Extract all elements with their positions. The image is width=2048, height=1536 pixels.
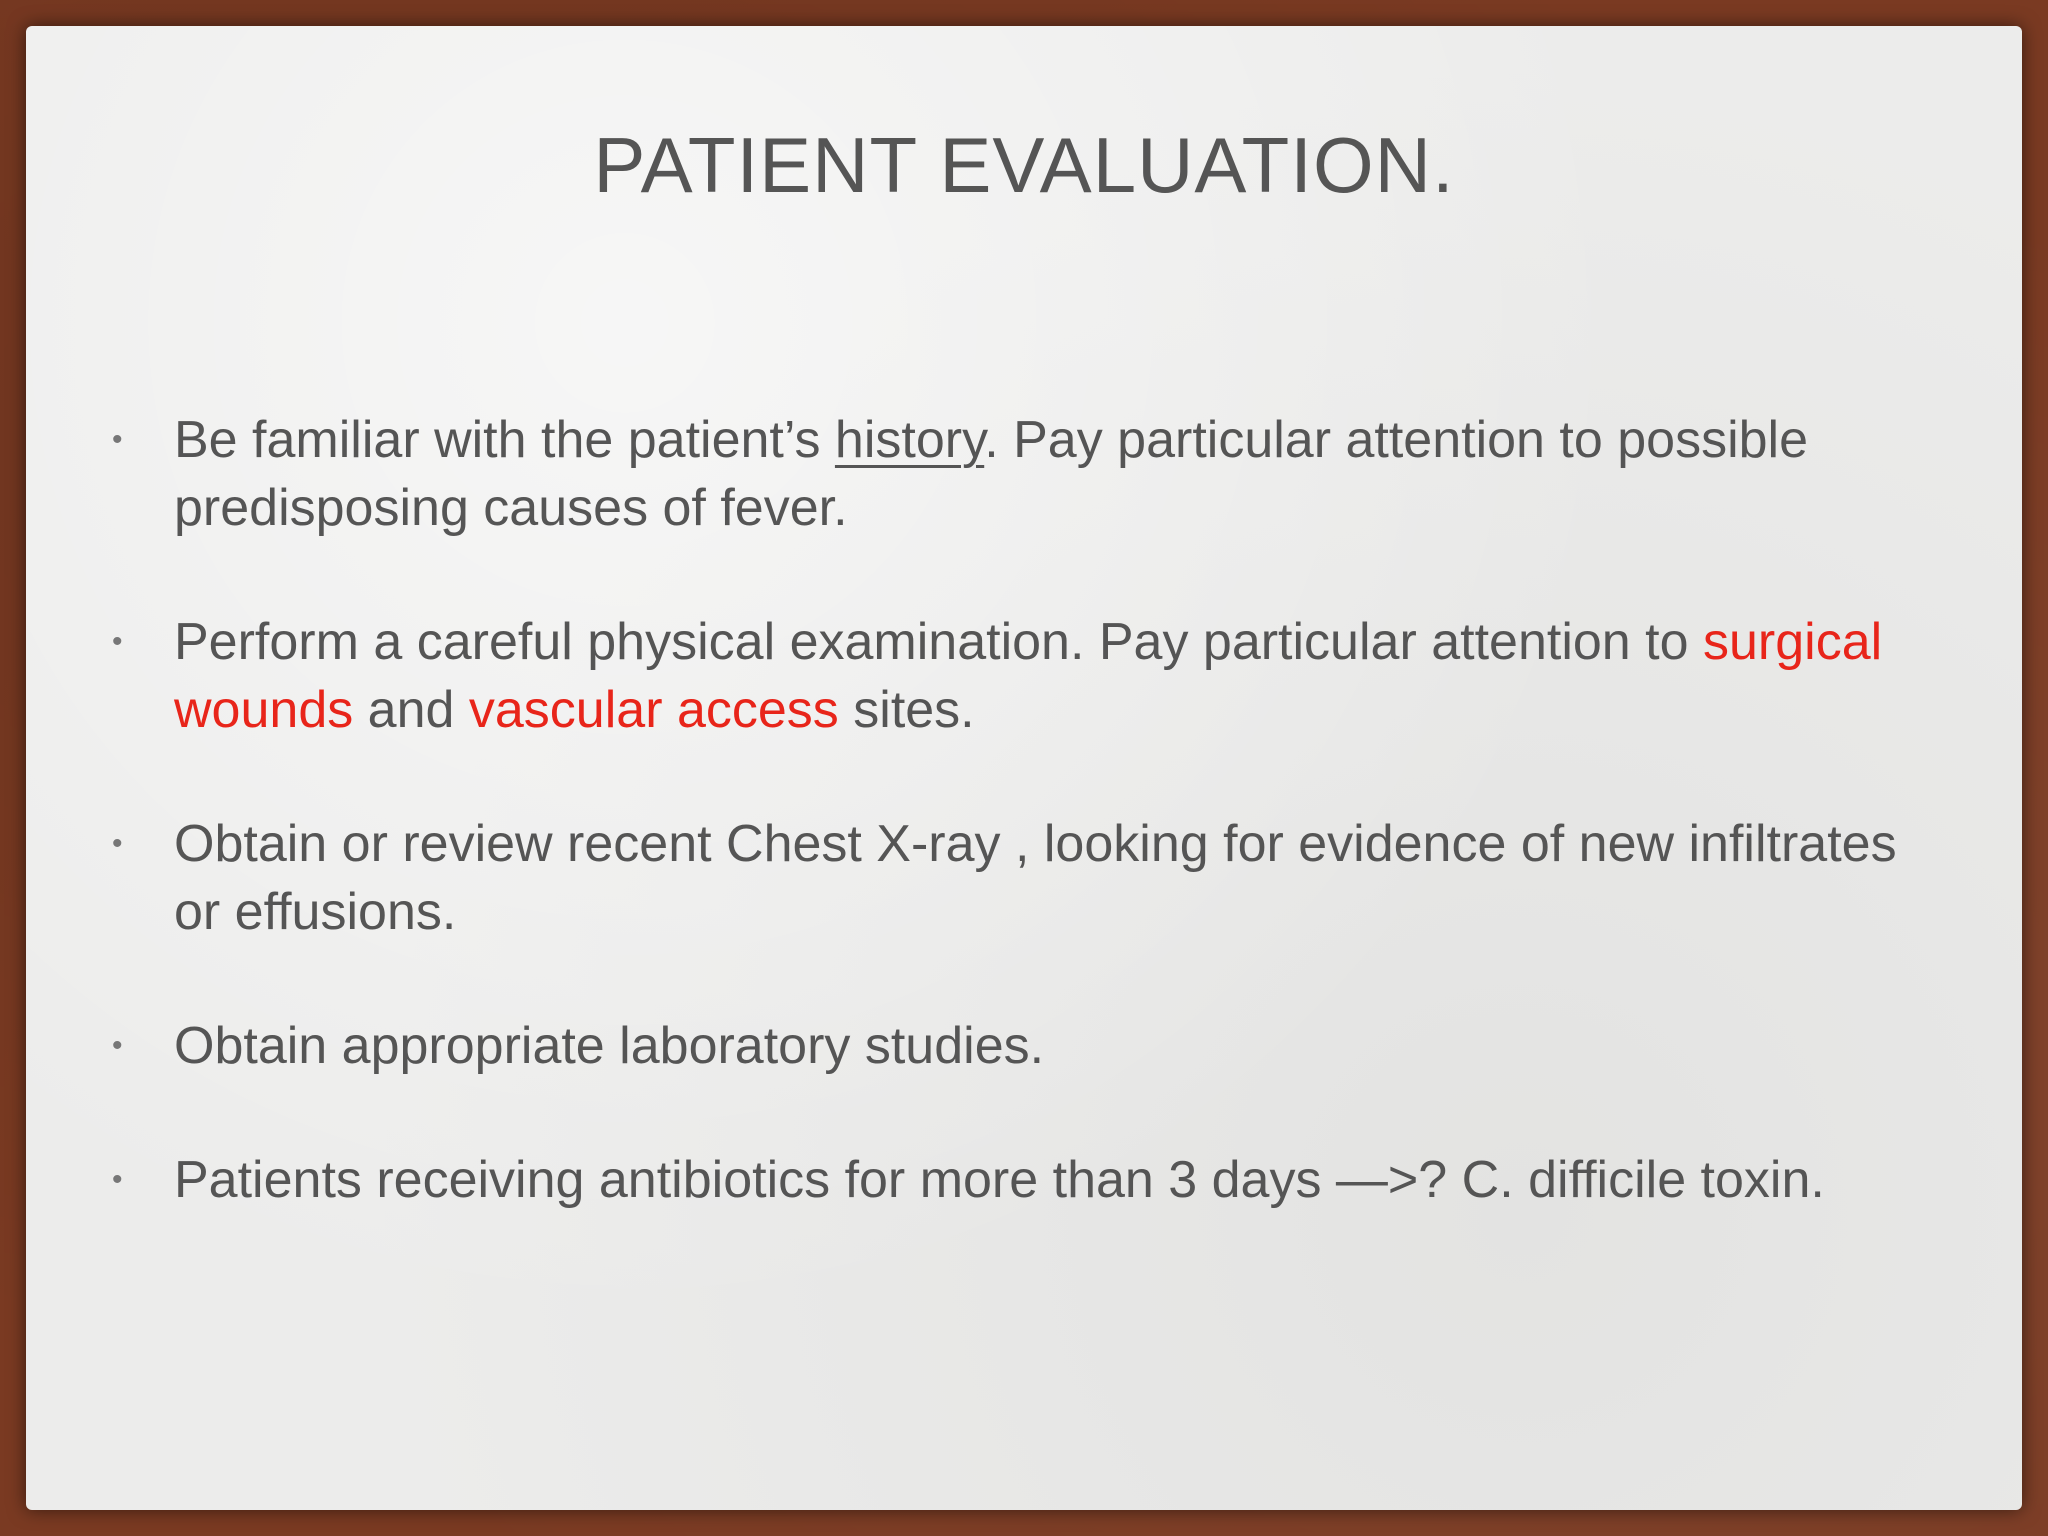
bullet-item-history bbox=[26, 406, 2022, 542]
bullet-icon: • bbox=[112, 1163, 123, 1196]
bullet-item-chest-xray bbox=[26, 810, 2022, 946]
bullet-text: Obtain appropriate laboratory studies. bbox=[174, 1017, 1045, 1075]
bullet-item-lab-studies bbox=[26, 1012, 2022, 1080]
bullet-icon: • bbox=[112, 625, 123, 658]
slide-title: PATIENT EVALUATION. bbox=[593, 121, 1455, 209]
bullet-text: . Pay particular attention to possible predisposing causes of fever. bbox=[174, 411, 1809, 537]
bullet-icon: • bbox=[112, 423, 123, 456]
bullet-text: Obtain or review recent Chest X-ray , looking for evidence of new infiltrates or effusions. bbox=[174, 815, 1897, 941]
bullet-item-physical-exam bbox=[26, 608, 2022, 744]
bullet-list bbox=[26, 406, 2022, 1280]
bullet-item-antibiotics bbox=[26, 1146, 2022, 1214]
bullet-icon: • bbox=[112, 827, 123, 860]
highlight-vascular-access: vascular access bbox=[468, 681, 839, 739]
bullet-text: Be familiar with the patient’s bbox=[174, 411, 835, 469]
highlight-surgical-wounds: surgical wounds bbox=[174, 613, 1883, 739]
bullet-text: Patients receiving antibiotics for more than 3 days —>? C. difficile toxin. bbox=[174, 1151, 1825, 1209]
bullet-text: Perform a careful physical examination. Pay particular attention to bbox=[174, 613, 1703, 671]
bullet-icon: • bbox=[112, 1029, 123, 1062]
bullet-text: and bbox=[353, 681, 469, 739]
underlined-history: history bbox=[834, 411, 985, 469]
bullet-text: sites. bbox=[838, 681, 975, 739]
slide bbox=[26, 26, 2022, 1510]
